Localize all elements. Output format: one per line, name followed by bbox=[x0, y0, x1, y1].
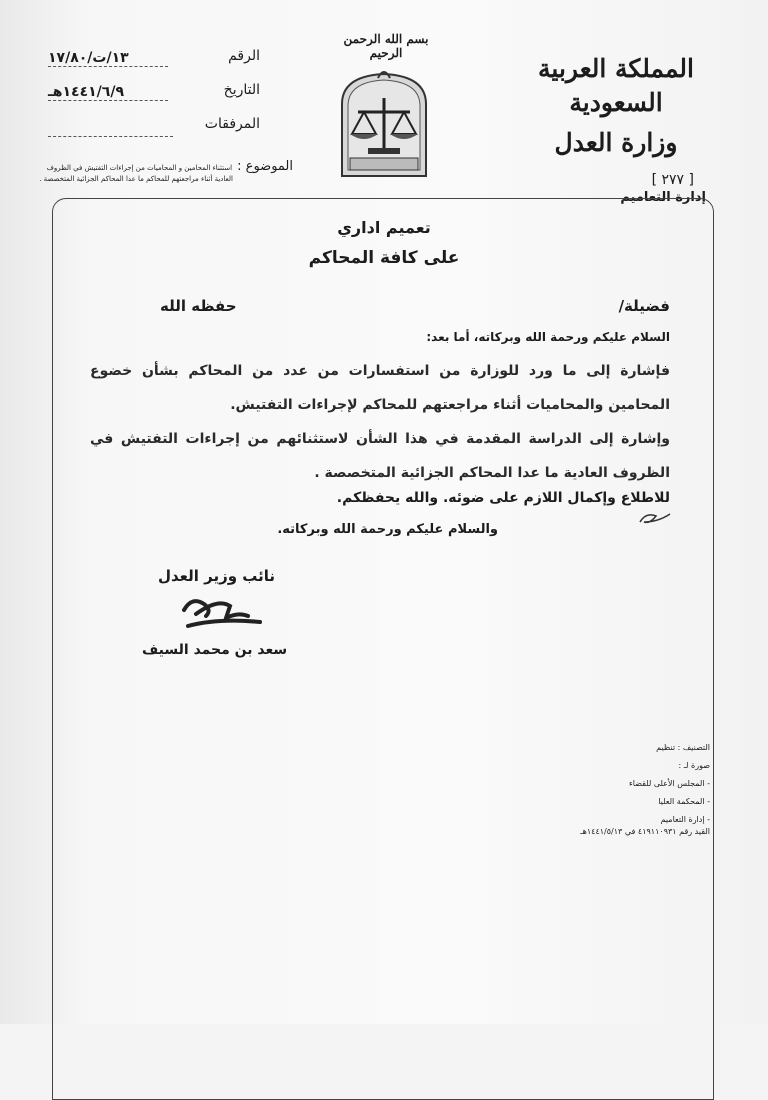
copy-to-label: صورة لـ : bbox=[678, 761, 710, 770]
attachments-row bbox=[42, 112, 260, 146]
number-row bbox=[42, 44, 260, 78]
attachments-label: المرفقات bbox=[204, 116, 260, 132]
number-value: ١٣/ت/١٧/٨٠ bbox=[48, 50, 168, 67]
closing-line: والسلام عليكم ورحمة الله وبركاته. bbox=[277, 522, 498, 537]
date-label: التاريخ bbox=[223, 82, 260, 98]
signatory-name: سعد بن محمد السيف bbox=[142, 642, 288, 658]
circular-recipients: على كافة المحاكم bbox=[308, 248, 460, 268]
circular-title: تعميم اداري bbox=[337, 218, 431, 237]
paragraph-2: وإشارة إلى الدراسة المقدمة في هذا الشأن لاستثنائهم من إجراءات التفتيش في الظروف العادية ما عدا المحاكم الجزائية المتخصصة . bbox=[90, 431, 670, 481]
ministry-header bbox=[516, 52, 716, 205]
document-number: [ ٢٧٧ ] bbox=[651, 172, 694, 188]
distribution-item: - المجلس الأعلى للقضاء bbox=[629, 779, 710, 788]
salutation: فضيلة/ bbox=[618, 297, 670, 315]
date-row bbox=[42, 78, 260, 112]
distribution-block bbox=[440, 742, 710, 838]
distribution-item: - إدارة التعاميم bbox=[660, 815, 710, 824]
paragraph-1: فإشارة إلى ما ورد للوزارة من استفسارات من عدد من المحاكم بشأن خضوع المحامين والمحاميات أثناء مراجعتهم للمحاكم لإجراءات التفتيش. bbox=[90, 363, 670, 413]
blessing: حفظه الله bbox=[160, 297, 237, 315]
subject-block bbox=[28, 155, 293, 184]
attachments-line bbox=[48, 136, 173, 137]
handwritten-tick-mark bbox=[636, 508, 674, 528]
greeting: السلام عليكم ورحمة الله وبركاته، أما بعد: bbox=[426, 330, 670, 344]
subject-text-line2: العادية أثناء مراجعتهم للمحاكم ما عدا المحاكم الجزائية المتخصصة . bbox=[39, 175, 233, 183]
signatory-title: نائب وزير العدل bbox=[158, 567, 276, 585]
date-value: ١٤٤١/٦/٩هـ bbox=[48, 84, 168, 101]
document-meta bbox=[42, 44, 260, 146]
classification: التصنيف : تنظيم bbox=[656, 743, 710, 752]
subject-text-line1: استثناء المحامين و المحاميات من إجراءات التفتيش في الظروف bbox=[46, 164, 233, 172]
handwritten-signature bbox=[178, 588, 268, 636]
ministry-emblem-icon bbox=[334, 64, 434, 182]
subject-label: الموضوع : bbox=[237, 159, 293, 174]
number-label: الرقم bbox=[228, 48, 260, 64]
distribution-item: - المحكمة العليا bbox=[658, 797, 710, 806]
ministry-name: وزارة العدل bbox=[554, 128, 678, 157]
paragraph-3: للاطلاع وإكمال اللازم على ضوئه. والله يحفظكم. bbox=[336, 490, 670, 506]
department-name: إدارة التعاميم bbox=[620, 190, 706, 205]
bismillah-text: بسم الله الرحمن الرحيم bbox=[343, 32, 429, 60]
record-reference: القيد رقم ٤١٩١١٠٩٣١ في ١٤٤١/٥/١٣هـ bbox=[580, 827, 710, 836]
kingdom-name: المملكة العربية السعودية bbox=[538, 54, 694, 117]
